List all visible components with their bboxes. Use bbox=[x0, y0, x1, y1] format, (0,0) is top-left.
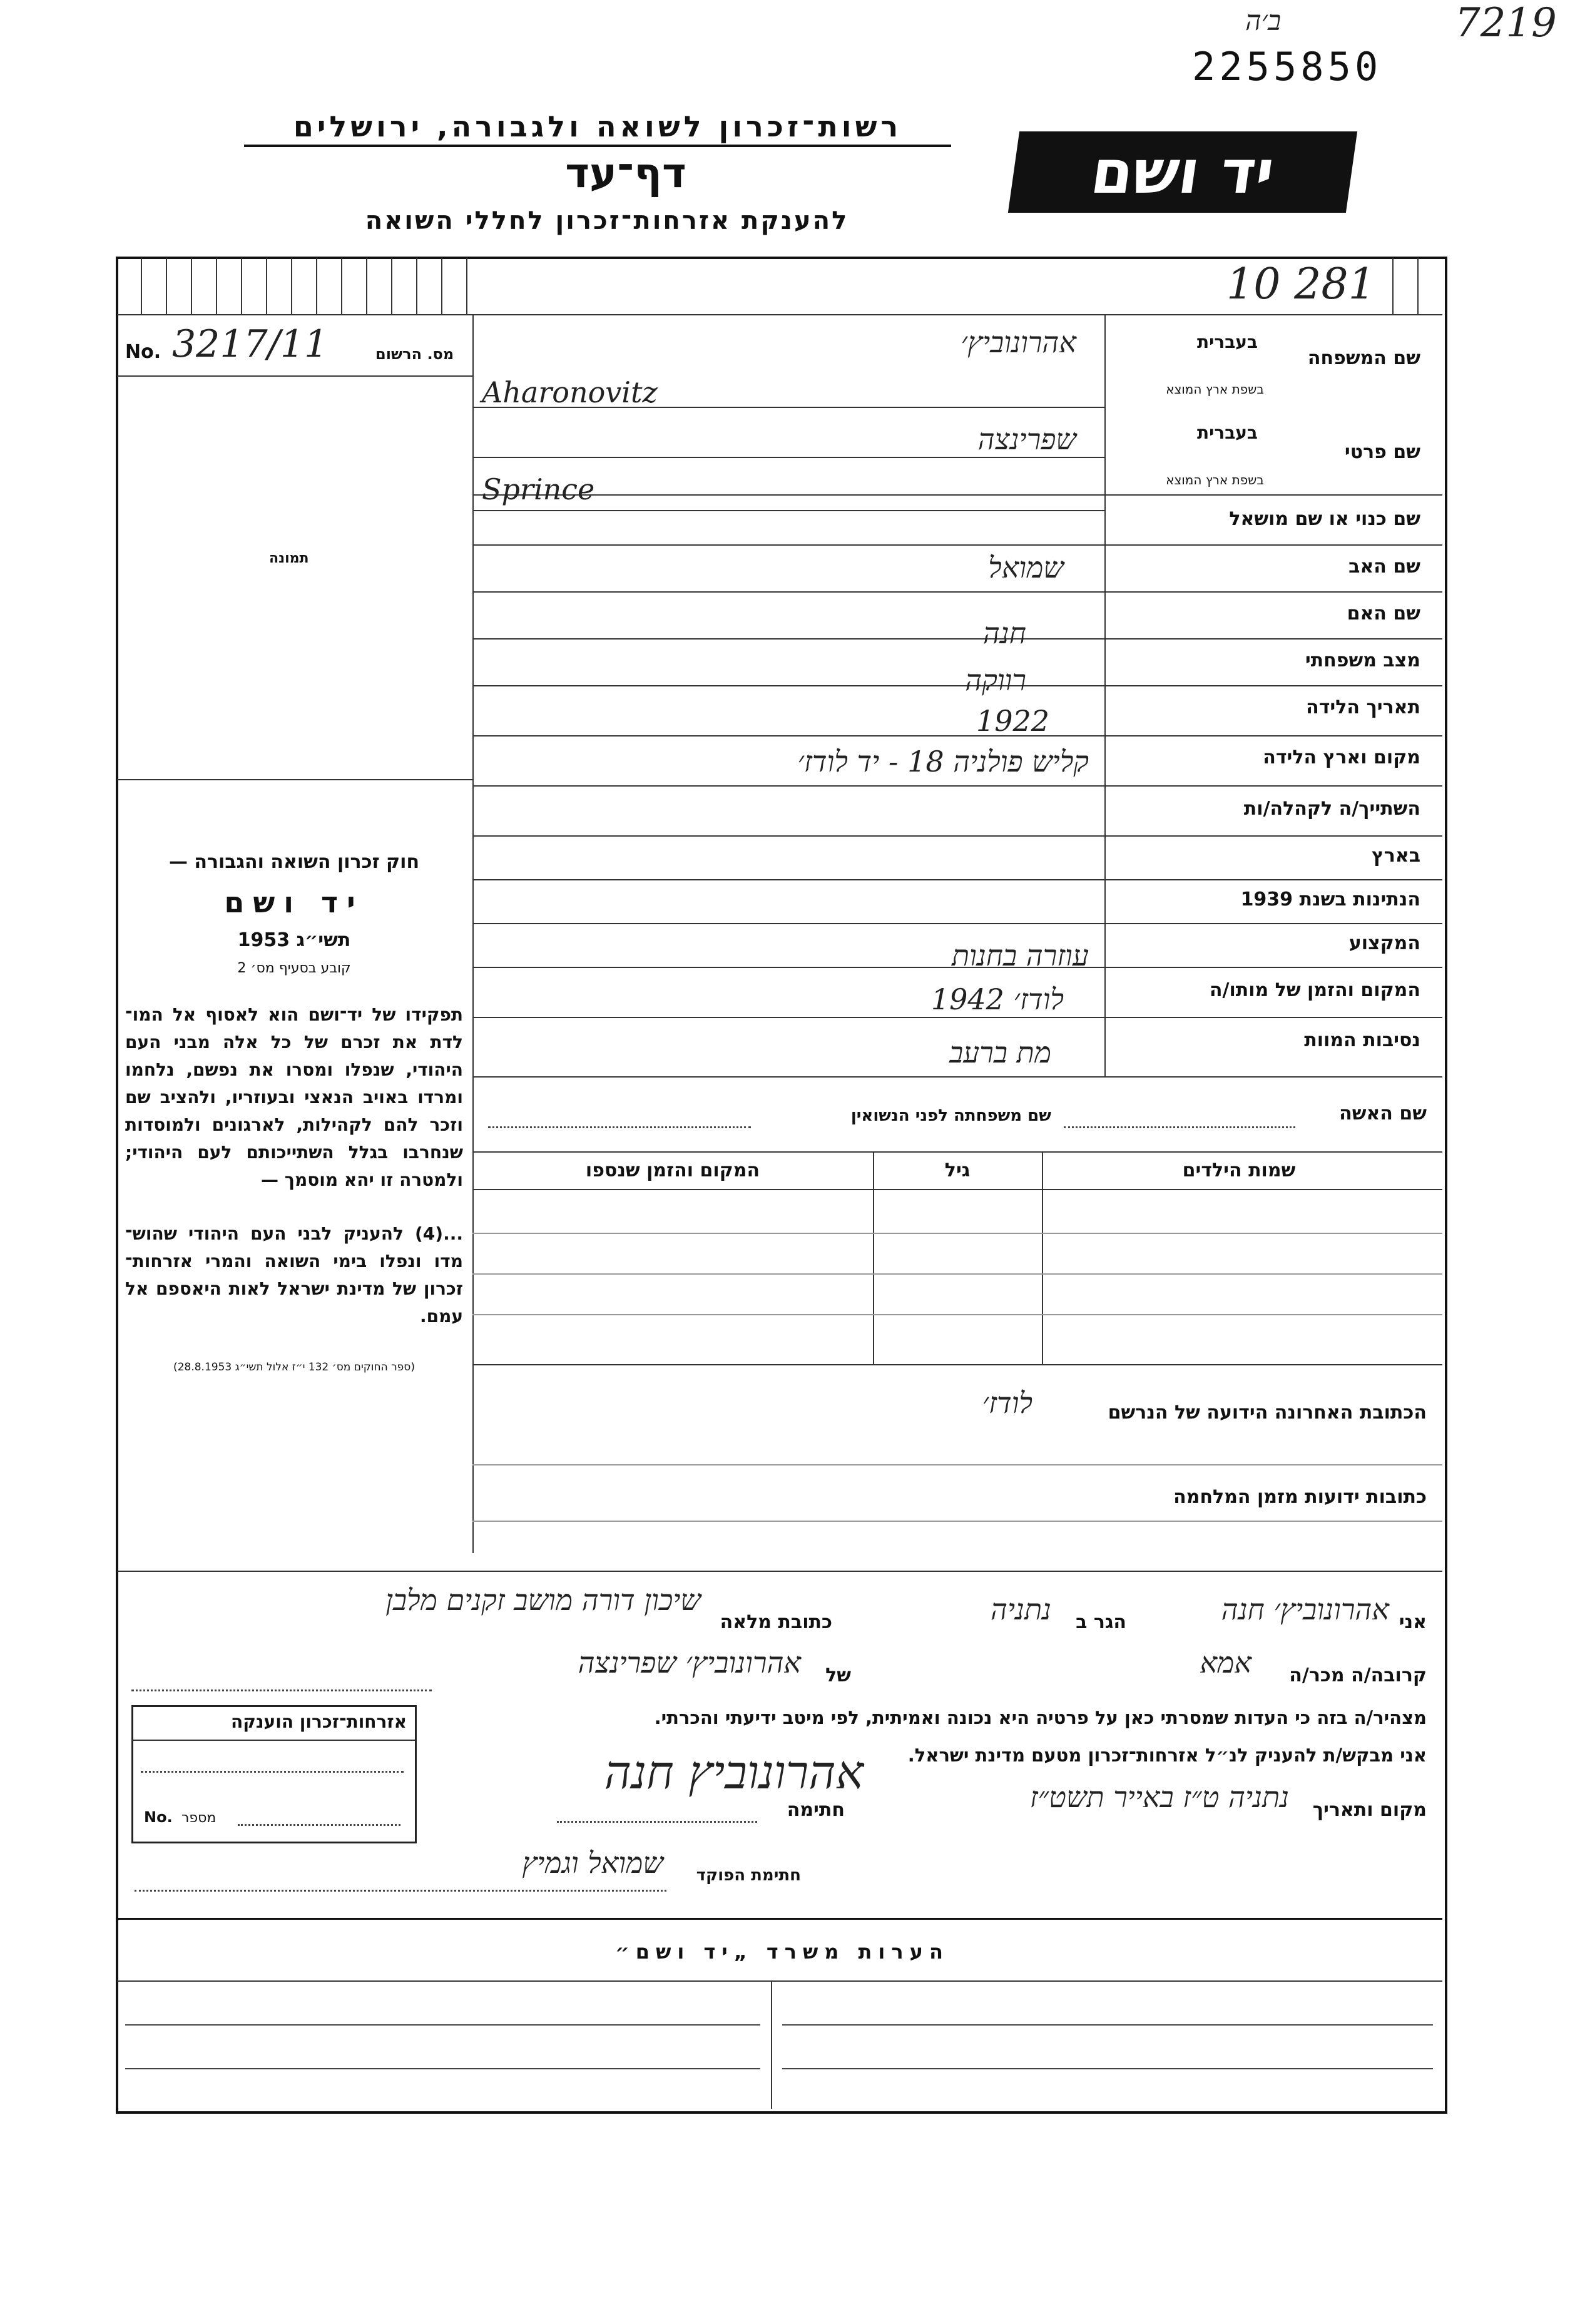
official-signature-value: שמואל וגמיץ bbox=[522, 1846, 663, 1880]
relation-value: אמא bbox=[1200, 1646, 1251, 1679]
first-name-hebrew-value: שפרינצה bbox=[977, 422, 1076, 456]
law-paragraph-2: ...(4) להעניק לבני העם היהודי שהוש־ מדו ונפלו בימי השואה והמרי אזרחות־ זכרון של מדינת ישראל לאות היאספם אל עמם. bbox=[125, 1223, 463, 1327]
surname-origin-value: Aharonovitz bbox=[482, 375, 658, 409]
declarant-signature: אהרונוביץ חנה bbox=[604, 1746, 864, 1800]
children-death-header: המקום והזמן שנספו bbox=[585, 1159, 760, 1181]
children-age-header: גיל bbox=[944, 1159, 971, 1181]
wife-name-label: שם האשה bbox=[1339, 1103, 1427, 1124]
first-name-label: שם פרטי bbox=[1344, 441, 1420, 463]
war-addresses-label: כתובות ידועות מזמן המלחמה bbox=[1173, 1486, 1427, 1508]
marital-status-value: רווקה bbox=[965, 663, 1026, 697]
profession-value: עוזרה בחנות bbox=[952, 939, 1089, 972]
father-name-value: שמואל bbox=[988, 551, 1064, 584]
file-number: 7219 bbox=[1455, 0, 1557, 46]
death-place-time-value: לודז׳ 1942 bbox=[930, 982, 1064, 1016]
place-date-value: נתניה ט״ז באייר תשט״ז bbox=[1029, 1780, 1289, 1814]
law-year: תשי״ג 1953 bbox=[237, 929, 351, 951]
photo-label: תמונה bbox=[269, 551, 309, 566]
top-number: 10 281 bbox=[1226, 260, 1375, 309]
full-address-value: שיכון דורה מושב זקנים מלבן bbox=[385, 1583, 701, 1617]
registration-hebrew-label: מס. הרשום bbox=[375, 345, 454, 363]
citizenship-box-no-hebrew: מספר bbox=[181, 1810, 217, 1826]
mother-name-value: חנה bbox=[982, 616, 1026, 650]
birth-place-label: מקום וארץ הלידה bbox=[1263, 747, 1420, 768]
citizenship-box-title: אזרחות־זכרון הוענקה bbox=[231, 1711, 407, 1732]
law-paragraph-1: תפקידו של יד־ושם הוא לאסוף אל המו־ לדת את זכרם של כל אלה מבני העם היהודי, שנפלו ומסרו את נפשם, נלחמו ומרדו באויב הנאצי ובעוזריו, ולהציב שם וזכר להם לקהילות, לארגונים ולמוסדות שנחרבו בגלל השתייכותם לעם היהודי; ולמטרה זו יהא מוסמך — bbox=[125, 1004, 463, 1190]
law-title: חוק זכרון השואה והגבורה — bbox=[168, 851, 420, 873]
place-date-label: מקום ותאריך bbox=[1312, 1799, 1427, 1821]
citizenship-1939-label: הנתינות בשנת 1939 bbox=[1240, 889, 1420, 910]
birth-place-value: קליש פולניה 18 - יד לודז׳ bbox=[797, 745, 1089, 778]
of-value: אהרונוביץ׳ שפרינצה bbox=[578, 1646, 801, 1679]
death-circumstances-value: מת ברעב bbox=[949, 1036, 1051, 1069]
official-signature-label: חתימת הפוקד bbox=[696, 1866, 801, 1885]
birth-date-label: תאריך הלידה bbox=[1306, 696, 1420, 718]
wife-maiden-label: שם משפחתה לפני הנשואין bbox=[850, 1106, 1051, 1125]
signature-label: חתימה bbox=[787, 1799, 845, 1821]
law-section: קובע בסעיף מס׳ 2 bbox=[237, 961, 351, 976]
first-name-origin-value: Sprince bbox=[482, 472, 595, 506]
father-name-label: שם האב bbox=[1348, 556, 1420, 578]
form-subtitle: להענקת אזרחות־זכרון לחללי השואה bbox=[365, 206, 849, 235]
first-name-origin-sub: בשפת ארץ המוצא bbox=[1166, 472, 1264, 487]
form-title: דף־עד bbox=[565, 149, 686, 197]
country-label: בארץ bbox=[1371, 845, 1420, 867]
last-address-label: הכתובת האחרונה הידועה של הנרשם bbox=[1108, 1402, 1427, 1424]
residence-label: הגר ב bbox=[1076, 1611, 1126, 1633]
yad-vashem-logo: יד ושם bbox=[1008, 131, 1357, 213]
marital-status-label: מצב משפחתי bbox=[1305, 650, 1420, 671]
registration-no-label: No. bbox=[125, 341, 161, 363]
relation-label: קרובה/ה מכר/ה bbox=[1289, 1664, 1427, 1686]
of-label: של bbox=[825, 1664, 851, 1686]
law-footnote: (ספר החוקים מס׳ 132 י״ז אלול תשי״ג 28.8.1953) bbox=[173, 1361, 415, 1374]
hebrew-mark: ב׳ה bbox=[1245, 5, 1282, 37]
first-name-hebrew-sub: בעברית bbox=[1196, 422, 1258, 443]
authority-title: רשות־זכרון לשואה ולגבורה, ירושלים bbox=[244, 110, 951, 147]
profession-label: המקצוע bbox=[1348, 932, 1420, 954]
office-notes-title: הערות משרד „יד ושם״ bbox=[615, 1940, 949, 1964]
residence-value: נתניה bbox=[991, 1593, 1051, 1626]
death-place-time-label: המקום והזמן של מותו/ה bbox=[1209, 979, 1420, 1001]
declaration-statement-1: מצהיר/ה בזה כי העדות שמסרתי כאן על פרטיה היא נכונה ואמיתית, לפי מיטב ידיעתי והכרתי. bbox=[654, 1707, 1427, 1728]
children-names-header: שמות הילדים bbox=[1182, 1159, 1296, 1181]
death-circumstances-label: נסיבות המוות bbox=[1304, 1029, 1420, 1051]
surname-origin-sub: בשפת ארץ המוצא bbox=[1166, 382, 1264, 397]
declarant-label: אני bbox=[1399, 1611, 1427, 1633]
last-address-value: לודז׳ bbox=[982, 1386, 1032, 1420]
nickname-label: שם כנוי או שם מושאל bbox=[1229, 508, 1420, 530]
declaration-statement-2: אני מבקש/ת להעניק לנ״ל אזרחות־זכרון מטעם מדינת ישראל. bbox=[907, 1745, 1427, 1766]
surname-hebrew-value: אהרונוביץ׳ bbox=[961, 325, 1076, 359]
law-name: יד ושם bbox=[224, 885, 364, 919]
surname-label: שם המשפחה bbox=[1307, 347, 1420, 369]
citizenship-box-no-label: No. bbox=[144, 1808, 173, 1826]
mother-name-label: שם האם bbox=[1347, 603, 1420, 624]
archive-number: 2255850 bbox=[1192, 44, 1382, 89]
registration-no-value: 3217/11 bbox=[172, 322, 329, 366]
full-address-label: כתובת מלאה bbox=[720, 1611, 832, 1633]
declarant-name: אהרונוביץ׳ חנה bbox=[1221, 1593, 1389, 1626]
birth-date-value: 1922 bbox=[976, 704, 1050, 738]
community-label: השתייך/ה לקהלה/ות bbox=[1243, 798, 1420, 820]
surname-hebrew-sub: בעברית bbox=[1196, 332, 1258, 352]
